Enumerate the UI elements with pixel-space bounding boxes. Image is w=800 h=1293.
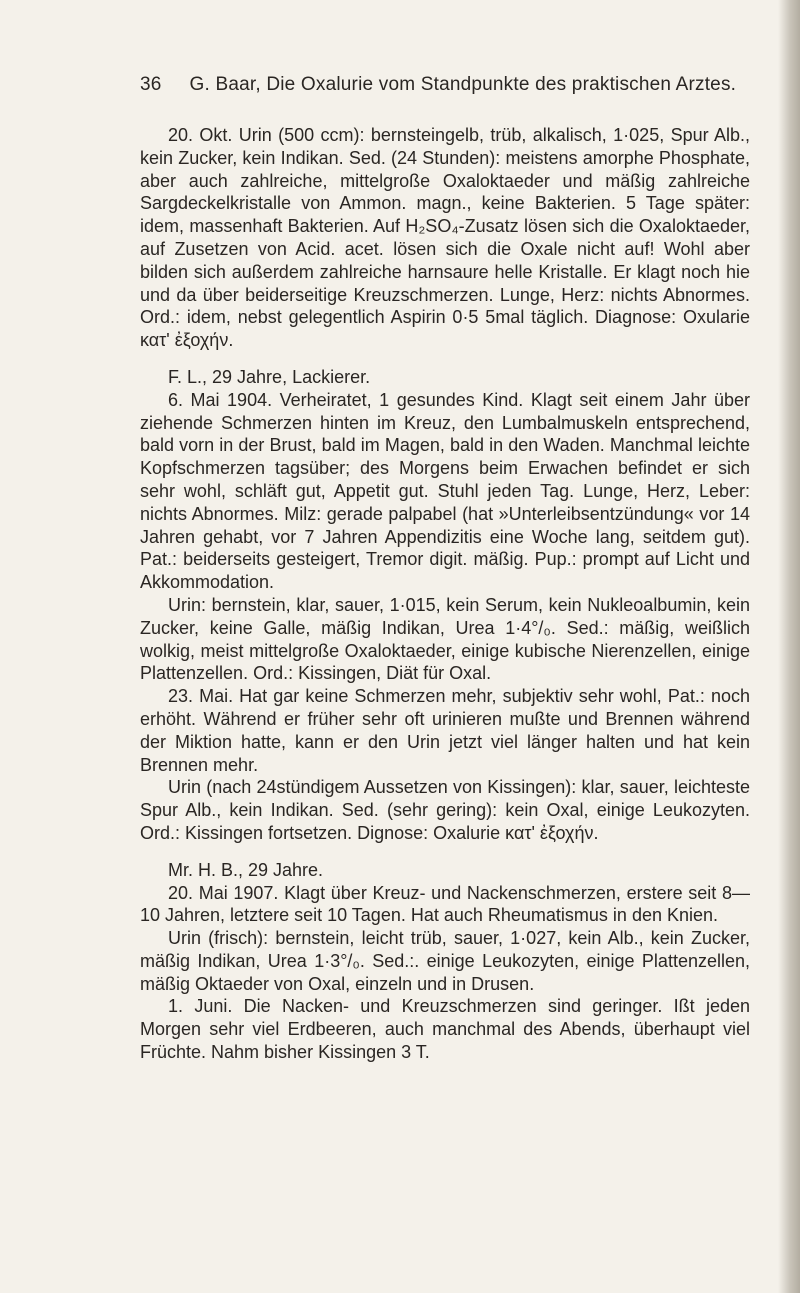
paragraph: 20. Mai 1907. Klagt über Kreuz- und Nackenschmerzen, erstere seit 8—10 Jahren, letztere seit 10 Tagen. Hat auch Rheumatismus in den Knien. [140,882,750,926]
paragraph: Urin (frisch): bernstein, leicht trüb, sauer, 1·027, kein Alb., kein Zucker, mäßig Indikan, Urea 1·3°/₀. Sed.:. einige Leukozyten, einige Plattenzellen, mäßig Oktaeder von Oxal, einzeln und in Drusen. [140,928,750,994]
running-header [140,74,750,96]
page-number: 36 [140,74,162,95]
case-heading: F. L., 29 Jahre, Lackierer. [168,366,371,387]
running-title: G. Baar, Die Oxalurie vom Standpunkte des praktischen Arztes. [189,74,737,95]
paragraph: 1. Juni. Die Nacken- und Kreuzschmerzen sind geringer. Ißt jeden Morgen sehr viel Erdbeeren, auch manchmal des Abends, überhaupt viel Früchte. Nahm bisher Kissingen 3 T. [140,996,750,1063]
paragraph: 20. Okt. Urin (500 ccm): bernsteingelb, trüb, alkalisch, 1·025, Spur Alb., kein Zucker, kein Indikan. Sed. (24 Stunden): meistens amorphe Phosphate, aber auch zahlreiche, mittelgroße Oxaloktaeder und mäßig zahlreiche Sargdeckelkristalle von Ammon. magn., keine Bakterien. 5 Tage später: idem, massenhaft Bakterien. Auf H₂SO₄-Zusatz lösen sich die Oxaloktaeder, auf Zusetzen von Acid. acet. lösen sich die Oxale nicht auf! Wohl aber bilden sich außerdem zahlreiche harnsaure helle Kristalle. Er klagt noch hie und da über beiderseitige Kreuzschmerzen. Lunge, Herz: nichts Abnormes. Ord.: idem, nebst gelegentlich Aspirin 0·5 5mal täglich. Diagnose: Oxularie κατ' ἐξοχήν. [140,125,750,351]
page-edge-shadow [778,0,800,1293]
paragraph: Urin (nach 24stündigem Aussetzen von Kissingen): klar, sauer, leichteste Spur Alb., kein Indikan. Sed. (sehr gering): kein Oxal, einige Leukozyten. Ord.: Kissingen fortsetzen. Dignose: Oxalurie κατ' ἐξοχήν. [140,777,750,843]
paragraph: Urin: bernstein, klar, sauer, 1·015, kein Serum, kein Nukleoalbumin, kein Zucker, keine Galle, mäßig Indikan, Urea 1·4°/₀. Sed.: mäßig, weißlich wolkig, meist mittelgroße Oxaloktaeder, einige kubische Nierenzellen, einige Plattenzellen. Ord.: Kissingen, Diät für Oxal. [140,594,750,684]
paragraph: 6. Mai 1904. Verheiratet, 1 gesundes Kind. Klagt seit einem Jahr über ziehende Schmerzen hinten im Kreuz, den Lumbalmuskeln entsprechend, bald vorn in der Brust, bald im Magen, bald in den Waden. Manchmal leichte Kopfschmerzen tagsüber; des Morgens beim Erwachen befindet er sich sehr wohl, schläft gut, Appetit gut. Stuhl jeden Tag. Lunge, Herz, Leber: nichts Abnormes. Milz: gerade palpabel (hat »Unterleibsentzündung« vor 14 Jahren gehabt, vor 7 Jahren Appendizitis eine Woche lang, seitdem gut). Pat.: beiderseits gesteigert, Tremor digit. mäßig. Pup.: prompt auf Licht und Akkommodation. [140,389,750,593]
case-heading: Mr. H. B., 29 Jahre. [168,859,324,880]
body-text [140,124,750,1064]
paragraph: 23. Mai. Hat gar keine Schmerzen mehr, subjektiv sehr wohl, Pat.: noch erhöht. Während er früher sehr oft urinieren mußte und Brennen während der Miktion hatte, kann er den Urin jetzt viel länger halten und hat kein Brennen mehr. [140,686,750,775]
